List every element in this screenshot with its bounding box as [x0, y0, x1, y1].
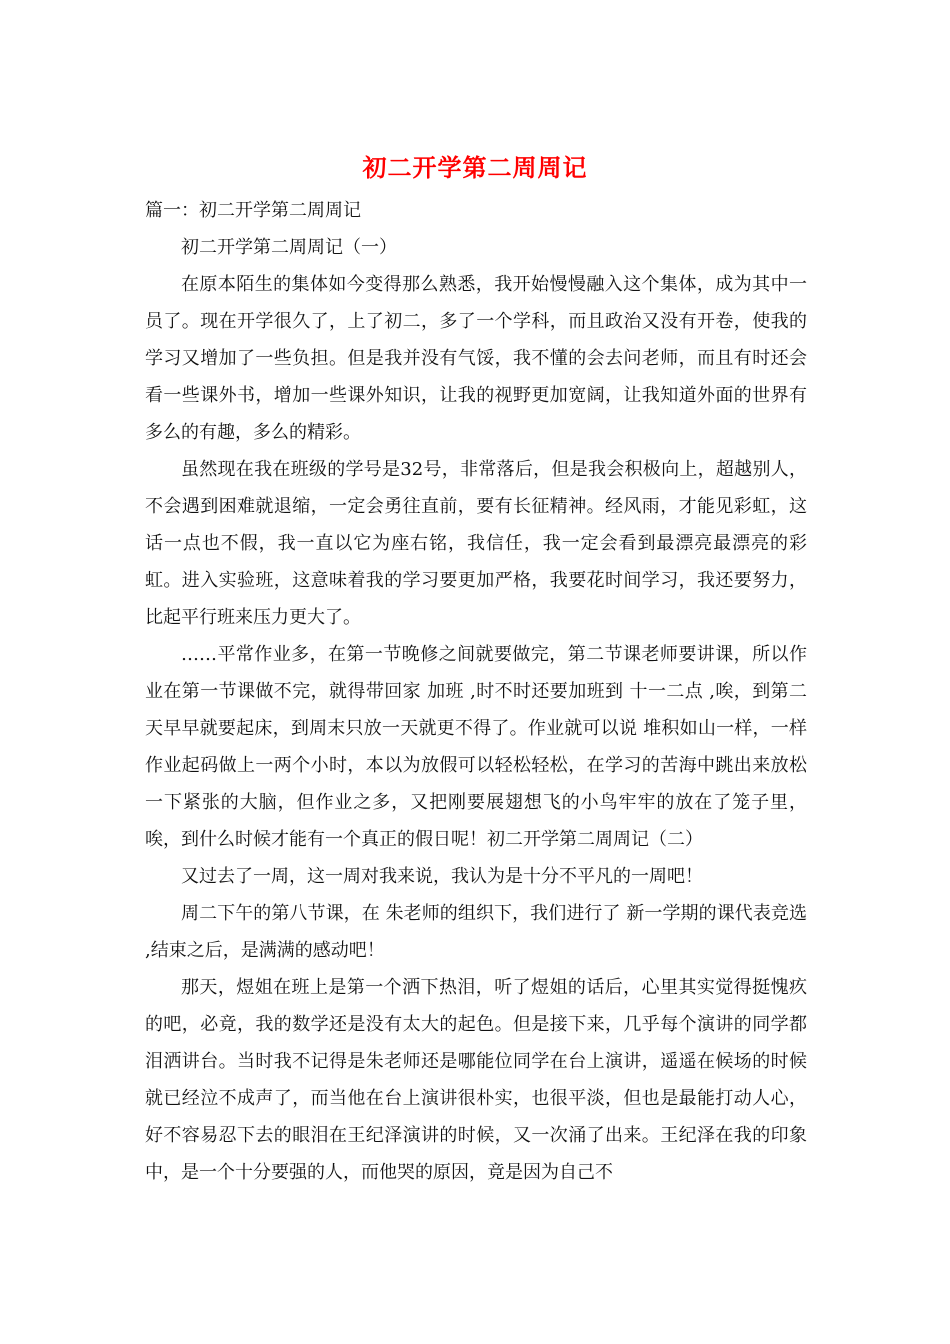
body-paragraph: 那天，煜姐在班上是第一个洒下热泪，听了煜姐的话后，心里其实觉得挺愧疚的吧，必竟，我的数学还是没有太大的起色。但是接下来，几乎每个演讲的同学都泪洒讲台。当时我不记得是朱老师还是哪能位同学在台上演讲，遥遥在候场的时候就已经泣不成声了，而当他在台上演讲很朴实，也很平淡，但也是最能打动人心，好不容易忍下去的眼泪在王纪泽演讲的时候，又一次涌了出来。王纪泽在我的印象中，是一个十分要强的人，而他哭的原因，竟是因为自己不	[145, 977, 807, 1183]
body-paragraph: 在原本陌生的集体如今变得那么熟悉，我开始慢慢融入这个集体，成为其中一员了。现在开学很久了，上了初二，多了一个学科，而且政治又没有开卷，使我的学习又增加了一些负担。但是我并没有气馁，我不懂的会去问老师，而且有时还会看一些课外书，增加一些课外知识，让我的视野更加宽阔，让我知道外面的世界有多么的有趣，多么的精彩。	[145, 274, 807, 443]
body-paragraph: 又过去了一周，这一周对我来说，我认为是十分不平凡的一周吧！	[181, 866, 703, 887]
body-paragraph: 周二下午的第八节课，在 朱老师的组织下，我们进行了 新一学期的课代表竞选 ,结束之后，是满满的感动吧！	[145, 903, 807, 961]
body-paragraph: ……平常作业多，在第一节晚修之间就要做完，第二节课老师要讲课，所以作业在第一节课做不完，就得带回家 加班 ,时不时还要加班到 十一二点 ,唉，到第二天早早就要起床，到周末只放一天就更不得了。作业就可以说 堆积如山一样，一样作业起码做上一两个小时，本以为放假可以轻松轻松，在学习的苦海中跳出来放松一下紧张的大脑，但作业之多，又把刚要展翅想飞的小鸟牢牢的放在了笼子里，唉，到什么时候才能有一个真正的假日呢！初二开学第二周周记（二）	[145, 644, 807, 850]
document-body	[145, 192, 807, 1191]
document-title: 初二开学第二周周记	[362, 153, 588, 182]
subsection-heading: 初二开学第二周周记（一）	[181, 237, 397, 258]
section-heading: 篇一：初二开学第二周周记	[145, 200, 361, 221]
body-paragraph: 虽然现在我在班级的学号是32号，非常落后，但是我会积极向上，超越别人，不会遇到困难就退缩，一定会勇往直前，要有长征精神。经风雨，才能见彩虹，这话一点也不假，我一直以它为座右铭，我信任，我一定会看到最漂亮最漂亮的彩虹。进入实验班，这意味着我的学习要更加严格，我要花时间学习，我还要努力，比起平行班来压力更大了。	[145, 459, 807, 628]
